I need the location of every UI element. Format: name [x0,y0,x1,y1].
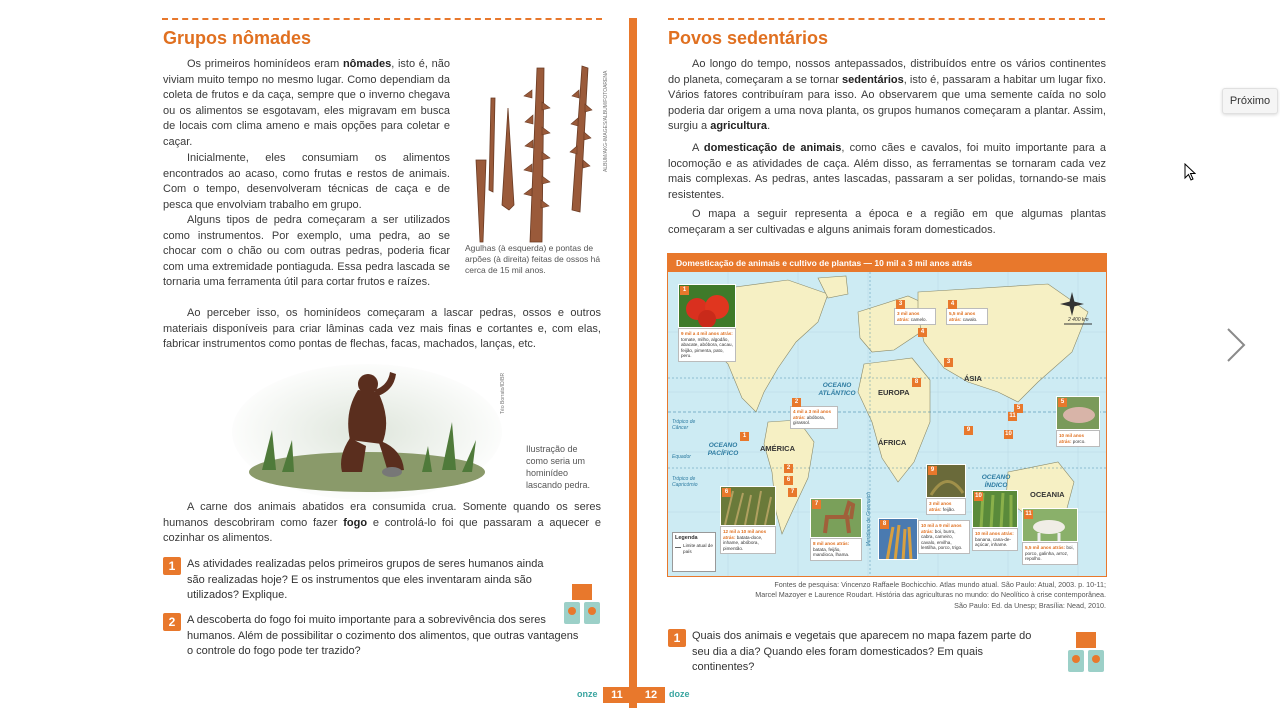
info-box-11: 5,5 mil anos atrás: boi, porco, galinha, arroz, repolho. [1022,542,1078,565]
legend-title: Legenda [675,535,698,541]
right-folio-word: doze [669,689,690,699]
info-box-7: 8 mil anos atrás: batata, feijão, mandioca, lhama. [810,538,862,561]
right-paragraph-1: Ao longo do tempo, nossos antepassados, distribuídos entre os vários continentes do planeta, começaram a se tornar sedentários, isto é, passaram a habitar um lugar fixo. Vários fatores contribuíram para isso. Ao observarem que uma semente caída no solo poderia dar origem a uma nova planta, os grupos humanos começaram a plantar. Assim, surgiu a agricultura. [668,58,1106,133]
book-spine [629,18,637,708]
legend-line-swatch [675,547,681,548]
bone-tools-image [462,60,602,245]
map-marker-3: 3 [944,358,953,367]
info-box-6: 12 mil a 10 mil anos atrás: batata-doce, inhame, abóbora, pimentão. [720,526,776,554]
source-line-3: São Paulo: Ed. da Unesp; Brasília: Nead, 2010. [954,600,1106,610]
left-paragraph-3: Alguns tipos de pedra começaram a ser utilizados como instrumentos. Por exemplo, uma pedra, ao se chocar com o chão ou com outras pedras, poderia ficar com uma extremidade pontiaguda. Essa pedra lascada se tornaria uma ferramenta útil para cortar frutos e raízes. [163,214,450,289]
question-text: As atividades realizadas pelos primeiros grupos de seres humanos ainda são realizadas hoje? E os instrumentos que eles inventaram ainda são utilizados? Explique. [187,558,544,602]
left-paragraph-5: A carne dos animais abatidos era consumida crua. Somente quando os seres humanos descobriram como fazer fogo e controlá-lo foi que passaram a aquecer e cozinhar os alimentos. [163,501,601,545]
group-activity-icon [562,584,602,626]
info-box-1: 9 mil a 4 mil anos atrás: tomate, milho, algodão, abacate, abóbora, cacau, feijão, pimenta, pato, peru. [678,328,736,362]
label-africa: ÁFRICA [878,438,907,447]
scale-label: 2 400 km [1068,317,1089,323]
source-line-2: Marcel Mazoyer e Laurence Roudart. História das agriculturas no mundo: do Neolítico à crise contemporânea. [755,590,1106,600]
africa-shape [858,358,930,482]
source-line-1: Fontes de pesquisa: Vincenzo Raffaele Bochicchio. Atlas mundo atual. São Paulo: Atual, 2003. p. 10-11; [774,580,1106,589]
question-number: 1 [668,629,686,647]
legend-item: Limite atual de país [683,543,713,554]
left-question-2 [163,613,583,660]
label-ocean-indico: OCEANO ÍNDICO [981,474,1011,489]
question-number: 1 [163,557,181,575]
marker-on-photo-10: 10 [975,493,982,499]
right-top-rule [668,18,1105,20]
marker-on-photo-1: 1 [680,286,689,295]
needle-2 [489,98,495,192]
left-paragraph-2: Inicialmente, eles consumiam os alimentos encontrados ao acaso, como frutas e restos de animais. Com o tempo, desenvolveram técnicas de caça e de pesca que envolviam trabalho em grupo. [163,152,450,211]
info-box-5: 10 mil anos atrás: porco. [1056,430,1100,447]
marker-box-3: 3 [896,300,905,309]
point-1 [502,108,514,210]
right-paragraph-2: A domesticação de animais, como cães e cavalos, foi muito importante para a locomoção e as atividades de caça. Além disso, as ferramentas se tornaram cada vez mais complexas. As pedras, antes lascadas, passaram a ser polidas, tornando-se mais resistentes. [668,142,1106,201]
mouse-cursor-icon [1184,163,1196,181]
map-marker-5: 5 [1014,404,1023,413]
map-marker-11: 11 [1009,413,1016,419]
tools-caption: Agulhas (à esquerda) e pontas de arpões (à direita) feitas de ossos há cerca de 15 mil anos. [465,243,601,275]
label-tropic-capricorn: Trópico de Capricórnio [672,476,698,488]
chevron-right-icon[interactable] [1222,325,1250,365]
next-page-button[interactable]: Próximo [1222,88,1278,114]
info-box-10: 10 mil anos atrás: banana, cana-de-açúcar, inhame. [972,528,1018,551]
right-section-title: Povos sedentários [668,28,829,48]
map-marker-7: 7 [788,488,797,497]
map-sources [668,580,1106,611]
left-section-title: Grupos nômades [163,28,312,48]
map-marker-4: 4 [918,328,927,337]
label-europa: EUROPA [878,388,910,397]
hominid-credit: Téo Borrato/ID/BR [500,372,506,414]
marker-on-photo-6: 6 [722,488,731,497]
left-paragraph-1: Os primeiros hominídeos eram nômades, isto é, não viviam muito tempo no mesmo lugar. Como dependiam da coleta de frutos e da caça, sempre que o inverno chegava ou os alimentos se esgotavam, eles migravam em busca de locais com clima ameno e mais opções para coletar e caçar. [163,58,450,148]
marker-on-photo-9: 9 [928,466,937,475]
label-america: AMÉRICA [760,444,795,453]
label-ocean-atlantico: OCEANO ATLÂNTICO [818,382,856,397]
marker-on-photo-8: 8 [880,520,889,529]
label-ocean-pacifico: OCEANO PACÍFICO [707,442,739,457]
map-marker-6: 6 [784,476,793,485]
map-legend [672,532,716,572]
group-activity-icon [1066,632,1106,674]
label-tropic-cancer: Trópico de Câncer [672,419,696,431]
hominid-caption: Ilustração de como seria um hominídeo lascando pedra. [526,444,591,490]
right-question-1 [668,629,1038,676]
right-paragraph-3: O mapa a seguir representa a época e a região em que algumas plantas começaram a ser cultivadas e alguns animais foram domesticados. [668,208,1106,236]
domestication-map [667,253,1107,577]
map-marker-9: 9 [964,426,973,435]
map-marker-8: 8 [912,378,921,387]
needle-1 [476,160,486,242]
info-box-8: 10 mil a 9 mil anos atrás: boi, burro, cabra, carneiro, cavalo, ervilha, lentilha, porco, trigo. [918,520,970,554]
marker-box-4: 4 [948,300,957,309]
left-folio-word: onze [577,689,598,699]
asia-shape [918,284,1088,402]
info-box-2: 4 mil a 3 mil anos atrás: abóbora, girassol. [790,406,838,429]
label-asia: ÁSIA [964,374,982,383]
hominid-illustration [232,360,502,500]
question-text: A descoberta do fogo foi muito importante para a sobrevivência dos seres humanos. Além de possibilitar o cozimento dos alimentos, que outras vantagens o controle do fogo pode ter trazido? [187,614,579,658]
map-marker-1: 1 [740,432,749,441]
map-marker-2: 2 [784,464,793,473]
tools-credit: ALBUM/AKG-IMAGES/ALBUM/FOTOARENA [603,70,609,172]
marker-box-2: 2 [792,398,801,407]
map-marker-10: 10 [1005,431,1012,437]
info-box-9: 3 mil anos atrás: feijão. [926,498,966,515]
map-title: Domesticação de animais e cultivo de plantas — 10 mil a 3 mil anos atrás [668,254,1106,272]
left-top-rule [162,18,602,20]
info-box-4: 5,5 mil anos atrás: cavalo. [946,308,988,325]
marker-on-photo-5: 5 [1058,398,1067,407]
marker-on-photo-11: 11 [1025,511,1032,517]
question-number: 2 [163,613,181,631]
left-paragraph-4: Ao perceber isso, os hominídeos começaram a lascar pedras, ossos e outros materiais disponíveis para criar lâminas cada vez mais finas e cortantes e, com elas, fabricar instrumentos como pontas de flechas, facas, machados, lanças, etc. [163,307,601,351]
right-page-number: 12 [637,687,665,703]
label-equator: Equador [672,454,691,460]
left-page-number: 11 [603,687,631,703]
info-box-3: 3 mil anos atrás: camelo. [894,308,936,325]
label-oceania: OCEANIA [1030,490,1065,499]
label-greenwich: Meridiano de Greenwich [866,492,872,547]
question-text: Quais dos animais e vegetais que aparecem no mapa fazem parte do seu dia a dia? Quando eles foram domesticados? Em quais continentes? [692,630,1032,674]
left-question-1 [163,557,558,604]
marker-on-photo-7: 7 [812,500,821,509]
